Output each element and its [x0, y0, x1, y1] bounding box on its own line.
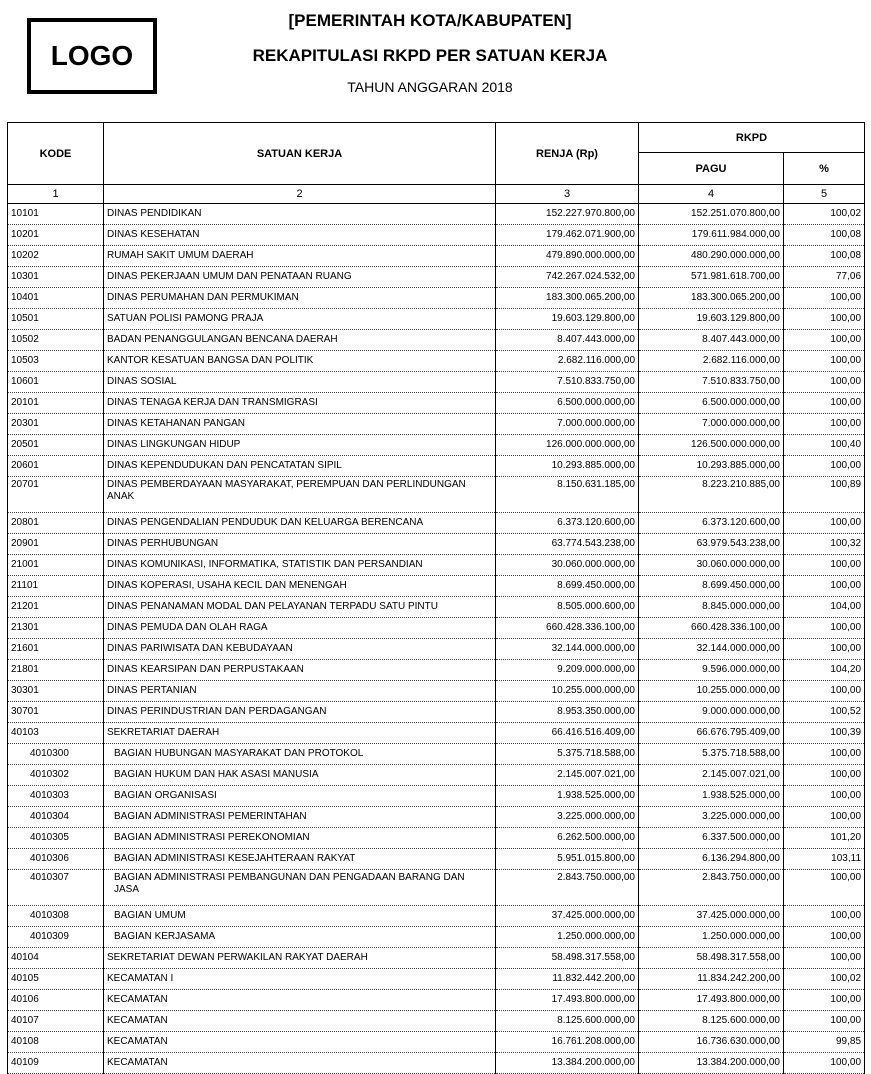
satuan-kerja-cell: BAGIAN UMUM: [104, 906, 496, 927]
satuan-kerja-cell: DINAS PEMUDA DAN OLAH RAGA: [104, 618, 496, 639]
kode-cell: 21301: [8, 618, 104, 639]
kode-cell: 40103: [8, 723, 104, 744]
satuan-kerja-cell: BAGIAN ADMINISTRASI PEREKONOMIAN: [104, 828, 496, 849]
renja-cell: 8.505.000.600,00: [496, 597, 639, 618]
pagu-cell: 8.699.450.000,00: [639, 576, 784, 597]
table-row: [8, 372, 865, 393]
table-row: [8, 477, 865, 513]
kode-cell: 21201: [8, 597, 104, 618]
table-row: [8, 225, 865, 246]
pct-cell: 100,00: [784, 456, 865, 477]
pagu-cell: 571.981.618.700,00: [639, 267, 784, 288]
table-row: [8, 765, 865, 786]
satuan-kerja-cell: SEKRETARIAT DEWAN PERWAKILAN RAKYAT DAERAH: [104, 948, 496, 969]
kode-cell: 21601: [8, 639, 104, 660]
column-number: 5: [784, 185, 865, 204]
satuan-kerja-cell: DINAS KETAHANAN PANGAN: [104, 414, 496, 435]
pagu-cell: 8.223.210.885,00: [639, 477, 784, 513]
pagu-cell: 5.375.718.588,00: [639, 744, 784, 765]
pct-cell: 77,06: [784, 267, 865, 288]
pagu-cell: 19.603.129.800,00: [639, 309, 784, 330]
pagu-cell: 179.611.984.000,00: [639, 225, 784, 246]
kode-cell: 20501: [8, 435, 104, 456]
pagu-cell: 2.843.750.000,00: [639, 870, 784, 906]
pct-cell: 100,00: [784, 288, 865, 309]
pagu-cell: 7.000.000.000,00: [639, 414, 784, 435]
page-title: [PEMERINTAH KOTA/KABUPATEN]: [288, 11, 572, 30]
table-row: [8, 849, 865, 870]
pct-cell: 100,00: [784, 393, 865, 414]
pct-cell: 104,00: [784, 597, 865, 618]
renja-cell: 8.953.350.000,00: [496, 702, 639, 723]
table-row: [8, 204, 865, 225]
satuan-kerja-cell: KANTOR KESATUAN BANGSA DAN POLITIK: [104, 351, 496, 372]
table-row: [8, 1053, 865, 1074]
kode-cell: 40109: [8, 1053, 104, 1074]
pagu-cell: 66.676.795.409,00: [639, 723, 784, 744]
satuan-kerja-cell: BAGIAN ADMINISTRASI PEMBANGUNAN DAN PENGADAAN BARANG DAN JASA: [104, 870, 496, 906]
table-row: [8, 513, 865, 534]
pagu-cell: 30.060.000.000,00: [639, 555, 784, 576]
pct-cell: 100,00: [784, 414, 865, 435]
pagu-cell: 10.255.000.000,00: [639, 681, 784, 702]
renja-cell: 2.843.750.000,00: [496, 870, 639, 906]
pagu-cell: 2.145.007.021,00: [639, 765, 784, 786]
renja-cell: 479.890.000.000,00: [496, 246, 639, 267]
kode-cell: 40108: [8, 1032, 104, 1053]
table-row: [8, 534, 865, 555]
pct-cell: 100,00: [784, 765, 865, 786]
report-subtitle: REKAPITULASI RKPD PER SATUAN KERJA: [252, 46, 608, 65]
pct-cell: 100,00: [784, 906, 865, 927]
renja-cell: 8.407.443.000,00: [496, 330, 639, 351]
pagu-cell: 58.498.317.558,00: [639, 948, 784, 969]
kode-cell: 4010309: [8, 927, 104, 948]
renja-cell: 152.227.970.800,00: [496, 204, 639, 225]
pagu-cell: 32.144.000.000,00: [639, 639, 784, 660]
renja-cell: 183.300.065.200,00: [496, 288, 639, 309]
pagu-cell: 6.500.000.000,00: [639, 393, 784, 414]
renja-cell: 10.255.000.000,00: [496, 681, 639, 702]
renja-cell: 5.951.015.800,00: [496, 849, 639, 870]
pct-cell: 101,20: [784, 828, 865, 849]
table-row: [8, 744, 865, 765]
table-row: [8, 246, 865, 267]
satuan-kerja-cell: BADAN PENANGGULANGAN BENCANA DAERAH: [104, 330, 496, 351]
kode-cell: 20801: [8, 513, 104, 534]
pagu-cell: 9.596.000.000,00: [639, 660, 784, 681]
satuan-kerja-cell: KECAMATAN I: [104, 969, 496, 990]
kode-cell: 4010305: [8, 828, 104, 849]
table-row: [8, 288, 865, 309]
kode-cell: 10601: [8, 372, 104, 393]
renja-cell: 7.000.000.000,00: [496, 414, 639, 435]
kode-cell: 10101: [8, 204, 104, 225]
table-row: [8, 828, 865, 849]
satuan-kerja-cell: KECAMATAN: [104, 1011, 496, 1032]
kode-cell: 20601: [8, 456, 104, 477]
renja-cell: 6.262.500.000,00: [496, 828, 639, 849]
satuan-kerja-cell: DINAS KOMUNIKASI, INFORMATIKA, STATISTIK DAN PERSANDIAN: [104, 555, 496, 576]
pct-cell: 100,08: [784, 246, 865, 267]
pct-cell: 100,00: [784, 576, 865, 597]
table-row: [8, 414, 865, 435]
kode-cell: 10501: [8, 309, 104, 330]
renja-cell: 10.293.885.000,00: [496, 456, 639, 477]
satuan-kerja-cell: DINAS KESEHATAN: [104, 225, 496, 246]
kode-cell: 4010304: [8, 807, 104, 828]
kode-cell: 20901: [8, 534, 104, 555]
satuan-kerja-cell: BAGIAN HUKUM DAN HAK ASASI MANUSIA: [104, 765, 496, 786]
table-row: [8, 393, 865, 414]
pagu-cell: 126.500.000.000,00: [639, 435, 784, 456]
renja-cell: 11.832.442.200,00: [496, 969, 639, 990]
satuan-kerja-cell: DINAS PEMBERDAYAAN MASYARAKAT, PEREMPUAN DAN PERLINDUNGAN ANAK: [104, 477, 496, 513]
satuan-kerja-cell: BAGIAN ADMINISTRASI PEMERINTAHAN: [104, 807, 496, 828]
column-number: 1: [8, 185, 104, 204]
pagu-cell: 11.834.242.200,00: [639, 969, 784, 990]
pagu-cell: 17.493.800.000,00: [639, 990, 784, 1011]
satuan-kerja-cell: DINAS PERHUBUNGAN: [104, 534, 496, 555]
pagu-cell: 1.250.000.000,00: [639, 927, 784, 948]
pagu-cell: 10.293.885.000,00: [639, 456, 784, 477]
pagu-cell: 6.337.500.000,00: [639, 828, 784, 849]
renja-cell: 3.225.000.000,00: [496, 807, 639, 828]
satuan-kerja-cell: DINAS PENANAMAN MODAL DAN PELAYANAN TERPADU SATU PINTU: [104, 597, 496, 618]
satuan-kerja-cell: SEKRETARIAT DAERAH: [104, 723, 496, 744]
kode-cell: 4010306: [8, 849, 104, 870]
satuan-kerja-cell: DINAS KOPERASI, USAHA KECIL DAN MENENGAH: [104, 576, 496, 597]
table-row: [8, 435, 865, 456]
table-row: [8, 723, 865, 744]
satuan-kerja-cell: DINAS KEPENDUDUKAN DAN PENCATATAN SIPIL: [104, 456, 496, 477]
pagu-cell: 6.373.120.600,00: [639, 513, 784, 534]
table-row: [8, 906, 865, 927]
pct-cell: 100,00: [784, 948, 865, 969]
table-row: [8, 807, 865, 828]
satuan-kerja-cell: KECAMATAN: [104, 1032, 496, 1053]
table-row: [8, 309, 865, 330]
col-renja-header: RENJA (Rp): [496, 123, 639, 185]
table-row: [8, 456, 865, 477]
kode-cell: 10401: [8, 288, 104, 309]
satuan-kerja-cell: BAGIAN ADMINISTRASI KESEJAHTERAAN RAKYAT: [104, 849, 496, 870]
table-row: [8, 1032, 865, 1053]
pagu-cell: 16.736.630.000,00: [639, 1032, 784, 1053]
pct-cell: 100,89: [784, 477, 865, 513]
logo: LOGO: [27, 18, 157, 94]
table-row: [8, 639, 865, 660]
kode-cell: 21001: [8, 555, 104, 576]
pct-cell: 100,40: [784, 435, 865, 456]
table-row: [8, 969, 865, 990]
pct-cell: 100,00: [784, 927, 865, 948]
kode-cell: 20101: [8, 393, 104, 414]
column-number: 2: [104, 185, 496, 204]
satuan-kerja-cell: KECAMATAN: [104, 990, 496, 1011]
kode-cell: 10301: [8, 267, 104, 288]
pct-cell: 100,00: [784, 351, 865, 372]
kode-cell: 40106: [8, 990, 104, 1011]
renja-cell: 9.209.000.000,00: [496, 660, 639, 681]
satuan-kerja-cell: BAGIAN HUBUNGAN MASYARAKAT DAN PROTOKOL: [104, 744, 496, 765]
kode-cell: 40105: [8, 969, 104, 990]
renja-cell: 2.682.116.000,00: [496, 351, 639, 372]
kode-cell: 10502: [8, 330, 104, 351]
renja-cell: 179.462.071.900,00: [496, 225, 639, 246]
kode-cell: 20301: [8, 414, 104, 435]
table-row: [8, 702, 865, 723]
pct-cell: 100,00: [784, 870, 865, 906]
pagu-cell: 7.510.833.750,00: [639, 372, 784, 393]
pagu-cell: 1.938.525.000,00: [639, 786, 784, 807]
pct-cell: 100,39: [784, 723, 865, 744]
renja-cell: 19.603.129.800,00: [496, 309, 639, 330]
renja-cell: 6.500.000.000,00: [496, 393, 639, 414]
renja-cell: 66.416.516.409,00: [496, 723, 639, 744]
pagu-cell: 660.428.336.100,00: [639, 618, 784, 639]
pct-cell: 100,00: [784, 618, 865, 639]
satuan-kerja-cell: DINAS PERINDUSTRIAN DAN PERDAGANGAN: [104, 702, 496, 723]
table-row: [8, 786, 865, 807]
renja-cell: 32.144.000.000,00: [496, 639, 639, 660]
kode-cell: 20701: [8, 477, 104, 513]
table-row: [8, 1011, 865, 1032]
kode-cell: 4010300: [8, 744, 104, 765]
renja-cell: 63.774.543.238,00: [496, 534, 639, 555]
satuan-kerja-cell: BAGIAN KERJASAMA: [104, 927, 496, 948]
column-number-row: [8, 185, 865, 204]
satuan-kerja-cell: DINAS PERUMAHAN DAN PERMUKIMAN: [104, 288, 496, 309]
kode-cell: 4010308: [8, 906, 104, 927]
pct-cell: 100,00: [784, 990, 865, 1011]
renja-cell: 8.150.631.185,00: [496, 477, 639, 513]
table-row: [8, 555, 865, 576]
renja-cell: 37.425.000.000,00: [496, 906, 639, 927]
col-pct-header: %: [784, 153, 865, 185]
table-row: [8, 681, 865, 702]
pagu-cell: 8.125.600.000,00: [639, 1011, 784, 1032]
renja-cell: 17.493.800.000,00: [496, 990, 639, 1011]
renja-cell: 8.699.450.000,00: [496, 576, 639, 597]
renja-cell: 58.498.317.558,00: [496, 948, 639, 969]
table-row: [8, 990, 865, 1011]
pagu-cell: 3.225.000.000,00: [639, 807, 784, 828]
kode-cell: 40104: [8, 948, 104, 969]
column-number: 4: [639, 185, 784, 204]
kode-cell: 21801: [8, 660, 104, 681]
renja-cell: 1.250.000.000,00: [496, 927, 639, 948]
pagu-cell: 37.425.000.000,00: [639, 906, 784, 927]
table-row: [8, 351, 865, 372]
pct-cell: 100,00: [784, 1011, 865, 1032]
renja-cell: 30.060.000.000,00: [496, 555, 639, 576]
kode-cell: 21101: [8, 576, 104, 597]
pct-cell: 100,08: [784, 225, 865, 246]
pct-cell: 100,52: [784, 702, 865, 723]
table-row: [8, 576, 865, 597]
satuan-kerja-cell: DINAS LINGKUNGAN HIDUP: [104, 435, 496, 456]
pct-cell: 103,11: [784, 849, 865, 870]
table-row: [8, 597, 865, 618]
pct-cell: 100,02: [784, 969, 865, 990]
kode-cell: 10503: [8, 351, 104, 372]
kode-cell: 40107: [8, 1011, 104, 1032]
renja-cell: 5.375.718.588,00: [496, 744, 639, 765]
pct-cell: 100,02: [784, 204, 865, 225]
table-row: [8, 267, 865, 288]
renja-cell: 16.761.208.000,00: [496, 1032, 639, 1053]
pagu-cell: 2.682.116.000,00: [639, 351, 784, 372]
table-row: [8, 927, 865, 948]
pct-cell: 100,00: [784, 744, 865, 765]
satuan-kerja-cell: KECAMATAN: [104, 1053, 496, 1074]
pagu-cell: 152.251.070.800,00: [639, 204, 784, 225]
pct-cell: 99,85: [784, 1032, 865, 1053]
renja-cell: 13.384.200.000,00: [496, 1053, 639, 1074]
satuan-kerja-cell: DINAS PARIWISATA DAN KEBUDAYAAN: [104, 639, 496, 660]
pct-cell: 100,00: [784, 639, 865, 660]
column-number: 3: [496, 185, 639, 204]
pct-cell: 100,00: [784, 555, 865, 576]
renja-cell: 8.125.600.000,00: [496, 1011, 639, 1032]
pagu-cell: 13.384.200.000,00: [639, 1053, 784, 1074]
pagu-cell: 480.290.000.000,00: [639, 246, 784, 267]
pct-cell: 100,32: [784, 534, 865, 555]
kode-cell: 4010303: [8, 786, 104, 807]
satuan-kerja-cell: BAGIAN ORGANISASI: [104, 786, 496, 807]
kode-cell: 30701: [8, 702, 104, 723]
kode-cell: 4010307: [8, 870, 104, 906]
pct-cell: 100,00: [784, 372, 865, 393]
renja-cell: 6.373.120.600,00: [496, 513, 639, 534]
pagu-cell: 8.407.443.000,00: [639, 330, 784, 351]
satuan-kerja-cell: DINAS PENGENDALIAN PENDUDUK DAN KELUARGA BERENCANA: [104, 513, 496, 534]
pct-cell: 100,00: [784, 786, 865, 807]
table-row: [8, 330, 865, 351]
col-rkpd-header: RKPD: [639, 123, 865, 153]
col-satuan-kerja-header: SATUAN KERJA: [104, 123, 496, 185]
satuan-kerja-cell: DINAS SOSIAL: [104, 372, 496, 393]
satuan-kerja-cell: DINAS KEARSIPAN DAN PERPUSTAKAAN: [104, 660, 496, 681]
pagu-cell: 8.845.000.000,00: [639, 597, 784, 618]
pct-cell: 100,00: [784, 330, 865, 351]
pct-cell: 100,00: [784, 1053, 865, 1074]
pct-cell: 100,00: [784, 513, 865, 534]
satuan-kerja-cell: SATUAN POLISI PAMONG PRAJA: [104, 309, 496, 330]
rkpd-table: [7, 122, 865, 1074]
kode-cell: 4010302: [8, 765, 104, 786]
satuan-kerja-cell: RUMAH SAKIT UMUM DAERAH: [104, 246, 496, 267]
renja-cell: 126.000.000.000,00: [496, 435, 639, 456]
satuan-kerja-cell: DINAS TENAGA KERJA DAN TRANSMIGRASI: [104, 393, 496, 414]
kode-cell: 30301: [8, 681, 104, 702]
fiscal-year: TAHUN ANGGARAN 2018: [347, 79, 513, 95]
table-row: [8, 870, 865, 906]
kode-cell: 10201: [8, 225, 104, 246]
table-row: [8, 618, 865, 639]
satuan-kerja-cell: DINAS PERTANIAN: [104, 681, 496, 702]
pagu-cell: 183.300.065.200,00: [639, 288, 784, 309]
pct-cell: 104,20: [784, 660, 865, 681]
renja-cell: 742.267.024.532,00: [496, 267, 639, 288]
pagu-cell: 63.979.543.238,00: [639, 534, 784, 555]
renja-cell: 7.510.833.750,00: [496, 372, 639, 393]
pagu-cell: 6.136.294.800,00: [639, 849, 784, 870]
satuan-kerja-cell: DINAS PEKERJAAN UMUM DAN PENATAAN RUANG: [104, 267, 496, 288]
pct-cell: 100,00: [784, 681, 865, 702]
kode-cell: 10202: [8, 246, 104, 267]
satuan-kerja-cell: DINAS PENDIDIKAN: [104, 204, 496, 225]
renja-cell: 2.145.007.021,00: [496, 765, 639, 786]
col-kode-header: KODE: [8, 123, 104, 185]
renja-cell: 1.938.525.000,00: [496, 786, 639, 807]
pct-cell: 100,00: [784, 807, 865, 828]
col-pagu-header: PAGU: [639, 153, 784, 185]
table-row: [8, 660, 865, 681]
pagu-cell: 9.000.000.000,00: [639, 702, 784, 723]
renja-cell: 660.428.336.100,00: [496, 618, 639, 639]
pct-cell: 100,00: [784, 309, 865, 330]
table-row: [8, 948, 865, 969]
